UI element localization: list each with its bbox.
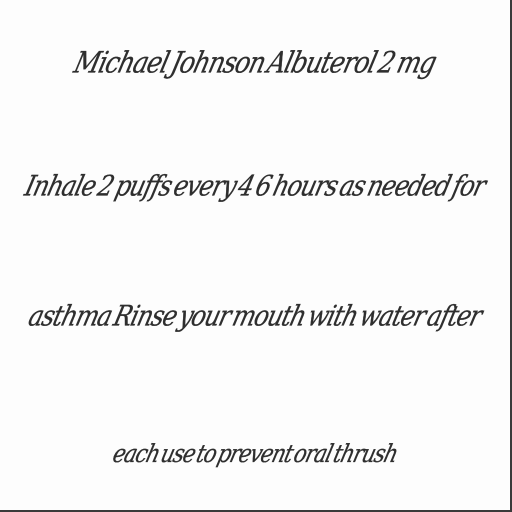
note-line-4: each use to prevent oral thrush	[110, 439, 401, 469]
note-line-1: Michael Johnson Albuterol 2 mg	[70, 45, 440, 80]
note-line-3: asthma Rinse your mouth with water after	[25, 299, 485, 333]
note-line-2: Inhale 2 puffs every 4 6 hours as needed for	[21, 169, 489, 203]
